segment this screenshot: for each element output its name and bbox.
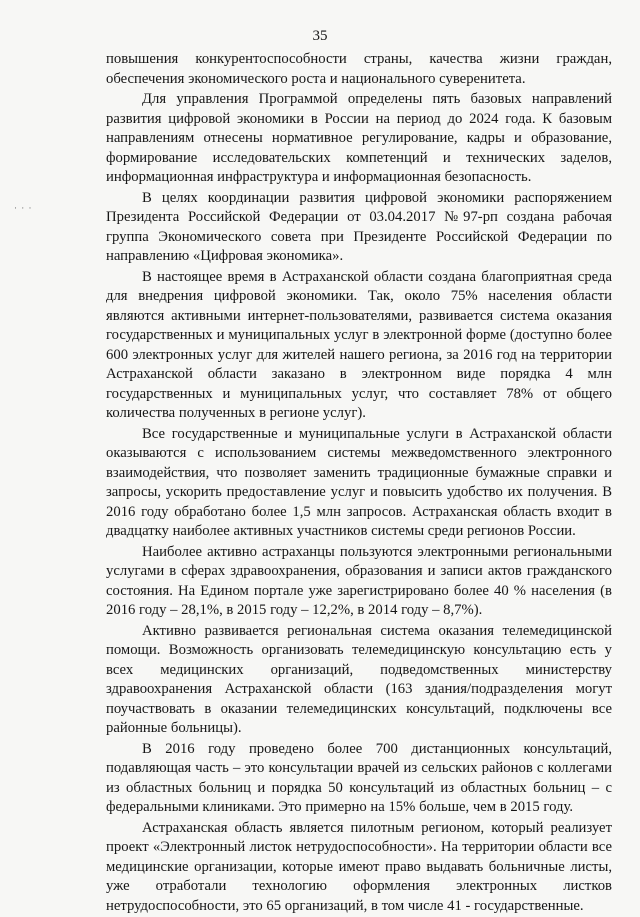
paragraph-9: Астраханская область является пилотным регионом, который реализует проект «Электронный листок нетрудоспособности». На территории области все медицинские организации, которые имеют право выдавать больничные листы, уже отработали технологию оформления электронных листков нетрудоспособности, это 65 организаций, в том числе 41 - государственные. — [106, 819, 612, 914]
paragraph-4: В настоящее время в Астраханской области создана благоприятная среда для внедрения цифровой экономики. Так, около 75% населения области являются активными интернет-пользователями, развивается система оказания государственных и муниципальных услуг в электронной форме (доступно более 600 электронных услуг для жителей нашего региона, за 2016 год на территории Астраханской области заказано в электронном виде порядка 4 млн государственных и муниципальных услуг, что составляет 78% от общего количества полученных в регионе услуг). — [106, 268, 612, 421]
paragraph-5: Все государственные и муниципальные услуги в Астраханской области оказываются с использованием системы межведомственного электронного взаимодействия, что позволяет заменить традиционные бумажные справки и запросы, ускорить предоставление услуг и повысить удобство их получения. В 2016 году обработано более 1,5 млн запросов. Астраханская область входит в двадцатку наиболее активных участников системы среди регионов России. — [106, 425, 612, 539]
paragraph-2: Для управления Программой определены пять базовых направлений развития цифровой экономики в России на период до 2024 года. К базовым направлениям отнесены нормативное регулирование, кадры и образование, формирование исследовательских компетенций и технических заделов, информационная инфраструктура и информационная безопасность. — [106, 91, 612, 185]
paragraph-1: повышения конкурентоспособности страны, качества жизни граждан, обеспечения экономического роста и национального суверенитета. — [106, 51, 612, 87]
page-number: 35 — [312, 28, 328, 44]
body-text — [106, 50, 612, 917]
margin-mark: · · · — [14, 203, 33, 213]
paragraph-7: Активно развивается региональная система оказания телемедицинской помощи. Возможность организовать телемедицинскую консультацию есть у всех медицинских организаций, подведомственных министерству здравоохранения Астраханской области (163 здания/подразделения могут поучаствовать в оказании телемедицинских консультаций, подключены все районные больницы). — [106, 622, 612, 736]
paragraph-3: В целях координации развития цифровой экономики распоряжением Президента Российской Федерации от 03.04.2017 №97-рп создана рабочая группа Экономического совета при Президенте Российской Федерации по направлению «Цифровая экономика». — [106, 189, 612, 264]
paragraph-8: В 2016 году проведено более 700 дистанционных консультаций, подавляющая часть – это консультации врачей из сельских районов с коллегами из областных больниц и порядка 50 консультаций из областных больниц – с федеральными клиниками. Это примерно на 15% больше, чем в 2015 году. — [106, 740, 612, 815]
paragraph-6: Наиболее активно астраханцы пользуются электронными региональными услугами в сферах здравоохранения, образования и записи актов гражданского состояния. На Едином портале уже зарегистрировано более 40 % населения (в 2016 году – 28,1%, в 2015 году – 12,2%, в 2014 году – 8,7%). — [106, 543, 612, 618]
